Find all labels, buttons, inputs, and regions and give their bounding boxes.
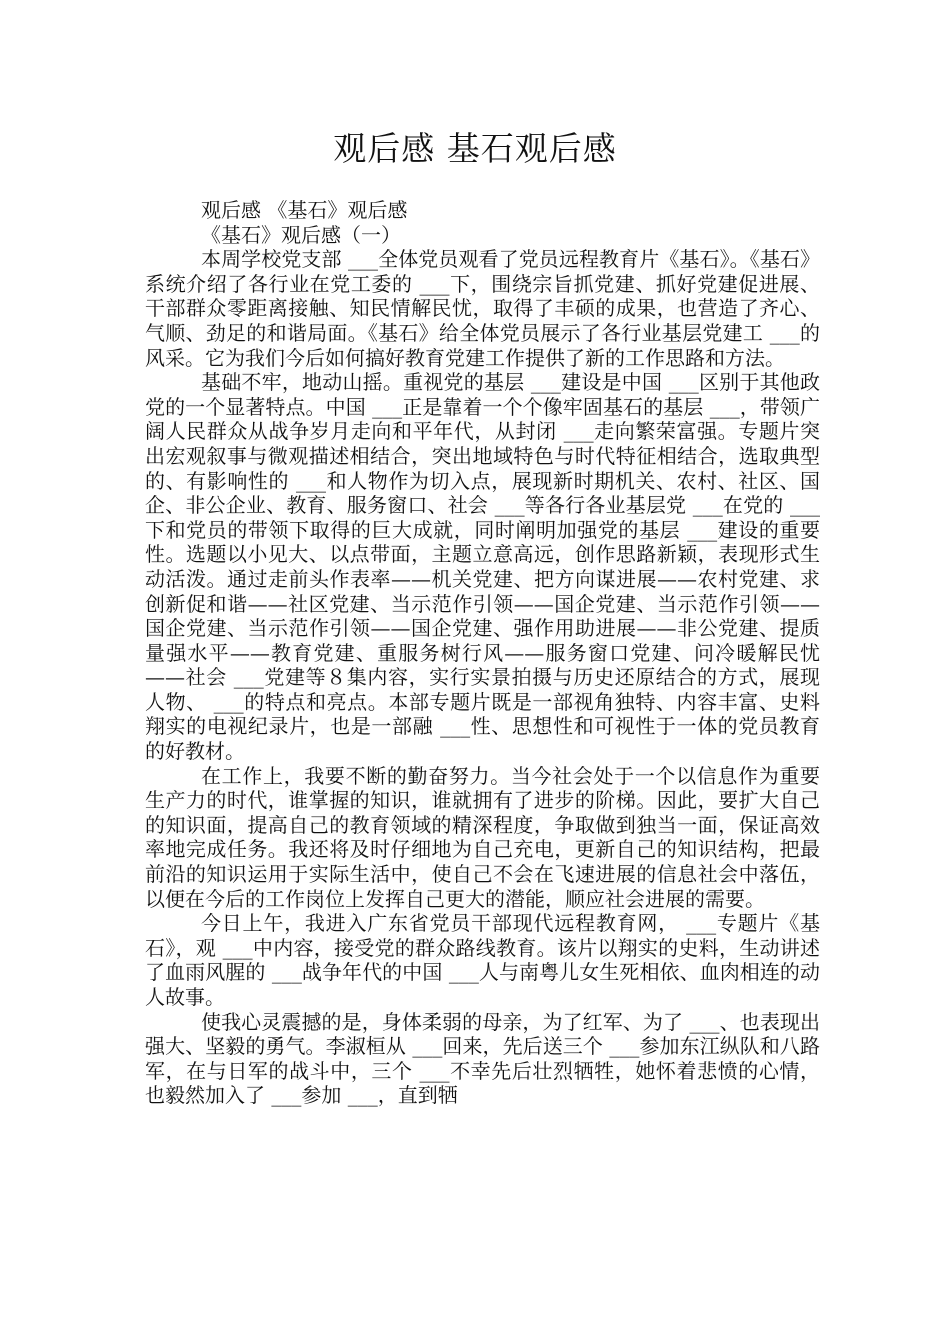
paragraph-2: 基础不牢，地动山摇。重视党的基层 ___建设是中国 ___区别于其他政党的一个显著特点。中国 ___正是靠着一个个像牢固基石的基层 ___，带领广阔人民群众从战争岁月走向和平年代，从封闭 ___走向繁荣富强。专题片突出宏观叙事与微观描述相结合，突出地域特色与时代特征相结合，选取典型的、有影响性的 ___和人物作为切入点，展现新时期机关、农村、社区、国企、非公企业、教育、服务窗口、社会 ___等各行各业基层党 ___在党的 ___下和党员的带领下取得的巨大成就，同时阐明加强党的基层 ___建设的重要性。选题以小见大、以点带面，主题立意高远，创作思路新颖，表现形式生动活泼。通过走前头作表率——机关党建、把方向谋进展——农村党建、求创新促和谐——社区党建、当示范作引领——国企党建、当示范作引领——国企党建、当示范作引领——国企党建、强作用助进展——非公党建、提质量强水平——教育党建、重服务树行风——服务窗口党建、问冷暖解民忧——社会 ___党建等８集内容，实行实景拍摄与历史还原结合的方式，展现人物、 ___的特点和亮点。本部专题片既是一部视角独特、内容丰富、史料翔实的电视纪录片，也是一部融 ___性、思想性和可视性于一体的党员教育的好教材。	[145, 370, 820, 764]
subtitle: 观后感 《基石》观后感	[201, 198, 408, 222]
document-body	[145, 198, 820, 1108]
paragraph-4: 今日上午，我进入广东省党员干部现代远程教育网， ___专题片《基石》，观 ___中内容，接受党的群众路线教育。该片以翔实的史料，生动讲述了血雨风腥的 ___战争年代的中国 ___人与南粤儿女生死相依、血肉相连的动人故事。	[145, 911, 820, 1009]
paragraph-3: 在工作上，我要不断的勤奋努力。当今社会处于一个以信息作为重要生产力的时代，谁掌握的知识，谁就拥有了进步的阶梯。因此，要扩大自己的知识面，提高自己的教育领域的精深程度，争取做到独当一面，保证高效率地完成任务。我还将及时仔细地为自己充电，更新自己的知识结构，把最前沿的知识运用于实际生活中，使自己不会在飞速进展的信息社会中落伍，以便在今后的工作岗位上发挥自己更大的潜能，顺应社会进展的需要。	[145, 763, 820, 911]
page-title: 观后感 基石观后感	[333, 129, 617, 168]
paragraph-1: 本周学校党支部 ___全体党员观看了党员远程教育片《基石》。《基石》系统介绍了各行业在党工委的 ___下，围绕宗旨抓党建、抓好党建促进展、干部群众零距离接触、知民情解民忧，取得了丰硕的成果，也营造了齐心、气顺、劲足的和谐局面。《基石》给全体党员展示了各行业基层党建工 ___的风采。它为我们今后如何搞好教育党建工作提供了新的工作思路和方法。	[145, 247, 820, 370]
section-heading: 《基石》观后感（一）	[201, 222, 401, 247]
paragraph-5: 使我心灵震撼的是，身体柔弱的母亲，为了红军、为了 ___、也表现出强大、坚毅的勇气。李淑桓从 ___回来，先后送三个 ___参加东江纵队和八路军，在与日军的战斗中，三个 ___不幸先后壮烈牺牲，她怀着悲愤的心情，也毅然加入了 ___参加 ___，直到牺	[145, 1009, 820, 1108]
